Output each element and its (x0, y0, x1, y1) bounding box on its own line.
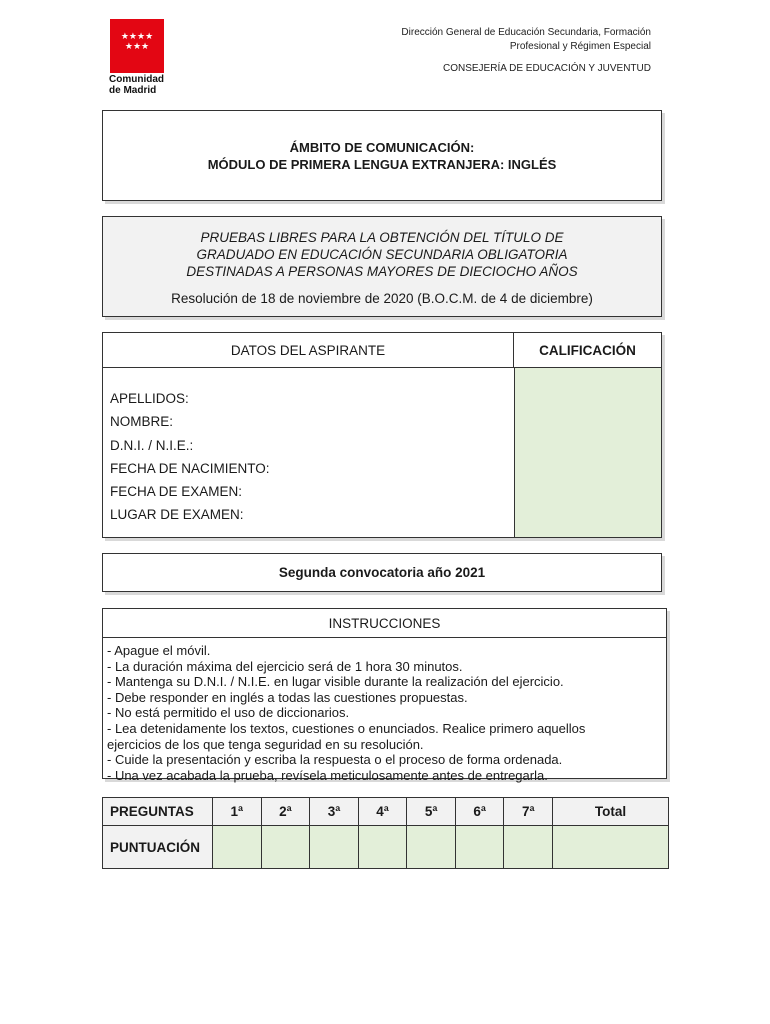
questions-label: PREGUNTAS (103, 798, 213, 826)
session-box (102, 553, 662, 592)
instruction-item: - Debe responder en inglés a todas las cuestiones propuestas. (107, 689, 468, 705)
instruction-item: - Cuide la presentación y escriba la respuesta o el proceso de forma ordenada. (107, 752, 563, 768)
instruction-item: - Una vez acabada la prueba, revísela meticulosamente antes de entregarla. (107, 767, 548, 783)
candidate-box (102, 332, 662, 538)
instruction-item: - La duración máxima del ejercicio será de 1 hora 30 minutos. (107, 658, 463, 674)
candidate-header: DATOS DEL ASPIRANTE (103, 333, 514, 368)
subtitle-text (103, 229, 661, 280)
score-cell-4[interactable] (358, 826, 407, 869)
field-dni[interactable]: D.N.I. / N.I.E.: (110, 437, 194, 453)
subtitle-line3: DESTINADAS A PERSONAS MAYORES DE DIECIOCHO AÑOS (186, 264, 578, 279)
scores-header-row (103, 798, 669, 826)
field-lugar-examen[interactable]: LUGAR DE EXAMEN: (110, 507, 244, 523)
logo-stars-row2: ★★★ (124, 41, 150, 51)
score-cell-3[interactable] (310, 826, 359, 869)
instructions-header: INSTRUCCIONES (103, 609, 666, 638)
grade-header: CALIFICACIÓN (514, 333, 661, 368)
score-cell-6[interactable] (455, 826, 504, 869)
header-line1: Dirección General de Educación Secundaria, Formación (401, 27, 651, 38)
logo-name-line2: de Madrid (109, 85, 157, 96)
title-box (102, 110, 662, 201)
logo-name-line1: Comunidad (109, 74, 164, 85)
scores-table (102, 797, 669, 869)
field-apellidos[interactable]: APELLIDOS: (110, 391, 189, 406)
subtitle-box (102, 216, 662, 317)
total-col: Total (553, 798, 669, 826)
field-nombre[interactable]: NOMBRE: (110, 414, 174, 430)
question-col-7: 7ª (504, 798, 553, 826)
instruction-item: - No está permitido el uso de diccionarios. (107, 705, 350, 721)
logo-text (109, 74, 164, 96)
subtitle-line1: PRUEBAS LIBRES PARA LA OBTENCIÓN DEL TÍTULO DE (200, 230, 564, 245)
header-line2: Profesional y Régimen Especial (509, 41, 651, 52)
question-col-3: 3ª (310, 798, 359, 826)
subtitle-line2: GRADUADO EN EDUCACIÓN SECUNDARIA OBLIGATORIA (196, 247, 568, 262)
title-line1: ÁMBITO DE COMUNICACIÓN: (289, 139, 475, 155)
score-cell-5[interactable] (407, 826, 456, 869)
score-label: PUNTUACIÓN (103, 826, 213, 869)
logo-stars-row1: ★★★★ (120, 31, 154, 41)
question-col-1: 1ª (213, 798, 262, 826)
title-line2: MÓDULO DE PRIMERA LENGUA EXTRANJERA: INGLÉS (207, 156, 557, 172)
header-line3: CONSEJERÍA DE EDUCACIÓN Y JUVENTUD (442, 63, 651, 74)
logo-stars (110, 31, 164, 51)
score-cell-total[interactable] (553, 826, 669, 869)
score-cell-7[interactable] (504, 826, 553, 869)
instructions-box (102, 608, 667, 783)
question-col-4: 4ª (358, 798, 407, 826)
field-fecha-nacimiento[interactable]: FECHA DE NACIMIENTO: (110, 460, 270, 476)
instruction-item: ejercicios de los que tenga seguridad en su resolución. (107, 736, 424, 752)
question-col-2: 2ª (261, 798, 310, 826)
instructions-list (107, 643, 662, 783)
resolution-text: Resolución de 18 de noviembre de 2020 (B.O.C.M. de 4 de diciembre) (171, 291, 593, 306)
instruction-item: - Mantenga su D.N.I. / N.I.E. en lugar visible durante la realización del ejercicio. (107, 674, 564, 690)
candidate-fields (110, 387, 270, 527)
grade-cell[interactable] (514, 368, 661, 537)
field-fecha-examen[interactable]: FECHA DE EXAMEN: (110, 484, 243, 500)
session-text: Segunda convocatoria año 2021 (278, 565, 486, 580)
scores-value-row (103, 826, 669, 869)
question-col-6: 6ª (455, 798, 504, 826)
instruction-item: - Lea detenidamente los textos, cuestiones o enunciados. Realice primero aquellos (107, 720, 586, 736)
score-cell-1[interactable] (213, 826, 262, 869)
score-cell-2[interactable] (261, 826, 310, 869)
instruction-item: - Apague el móvil. (107, 643, 211, 658)
question-col-5: 5ª (407, 798, 456, 826)
